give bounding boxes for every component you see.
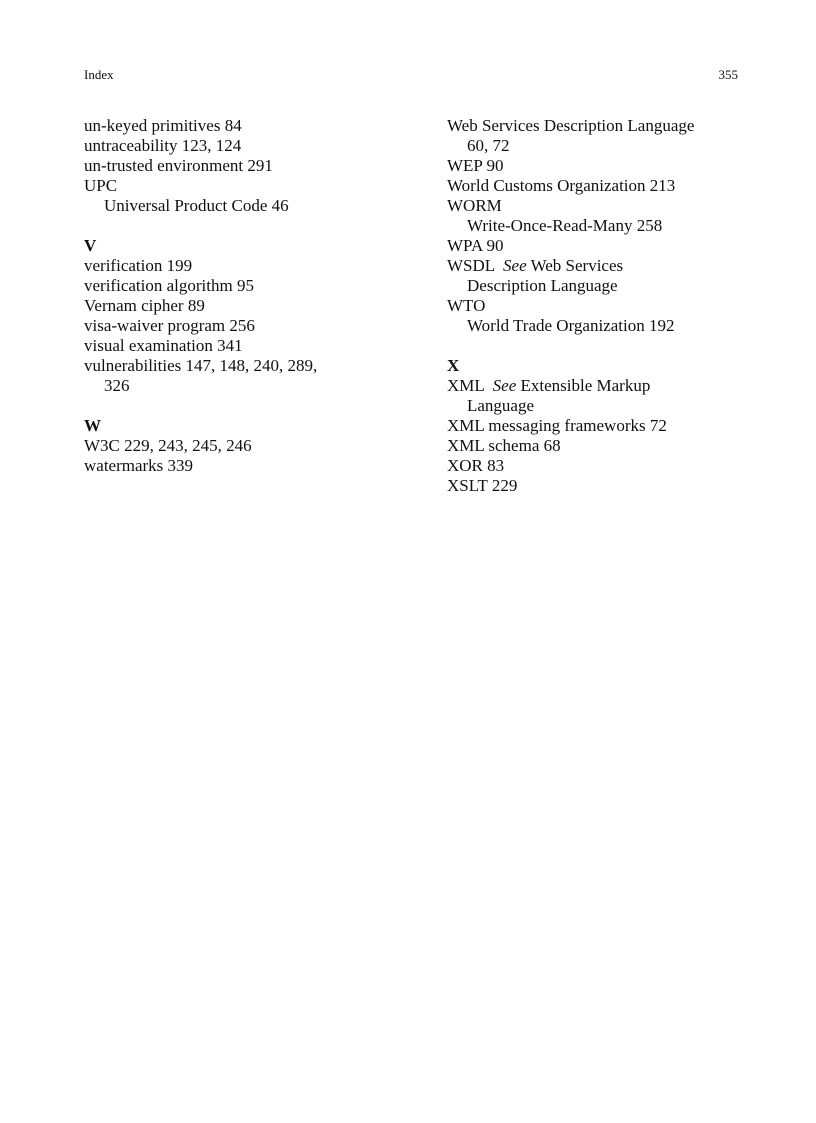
index-entry: verification algorithm 95 [84,276,254,295]
index-entry-term: WSDL [447,256,504,275]
index-entry [447,256,747,276]
index-column-left [84,116,404,476]
index-letter-heading: W [84,416,101,435]
index-entry [447,376,747,396]
index-entry: W3C 229, 243, 245, 246 [84,436,252,455]
index-entry: XML schema 68 [447,436,561,455]
index-entry: un-trusted environment 291 [84,156,273,175]
index-subentry: 326 [104,376,130,395]
index-entry-target: Extensible Markup [516,376,651,395]
index-entry-target: Web Services [526,256,624,275]
index-entry: UPC [84,176,118,195]
index-entry: verification 199 [84,256,193,275]
index-subentry: 60, 72 [467,136,510,155]
index-subentry: Description Language [467,276,618,295]
page-number: 355 [718,67,738,82]
index-entry: un-keyed primitives 84 [84,116,242,135]
index-entry: untraceability 123, 124 [84,136,242,155]
index-letter-heading: X [447,356,460,375]
see-reference: See [492,376,517,395]
index-entry: XOR 83 [447,456,505,475]
see-reference: See [503,256,527,275]
index-entry-term: XML [447,376,493,395]
index-column-right [447,116,747,496]
index-entry: visa-waiver program 256 [84,316,255,335]
index-entry: Vernam cipher 89 [84,296,205,315]
index-subentry: Language [467,396,535,415]
index-entry: WPA 90 [447,236,504,255]
index-entry: World Customs Organization 213 [447,176,676,195]
index-entry: watermarks 339 [84,456,194,475]
index-entry: XSLT 229 [447,476,518,495]
index-entry: WORM [447,196,502,215]
index-entry: WTO [447,296,486,315]
index-entry: visual examination 341 [84,336,243,355]
index-subentry: Write-Once-Read-Many 258 [467,216,663,235]
index-subentry: Universal Product Code 46 [104,196,289,215]
index-letter-heading: V [84,236,97,255]
running-head-title: Index [84,67,114,82]
index-entry: vulnerabilities 147, 148, 240, 289, [84,356,318,375]
index-entry: Web Services Description Language [447,116,695,135]
index-entry: WEP 90 [447,156,504,175]
index-entry: XML messaging frameworks 72 [447,416,667,435]
running-head [84,67,738,85]
index-subentry: World Trade Organization 192 [467,316,675,335]
